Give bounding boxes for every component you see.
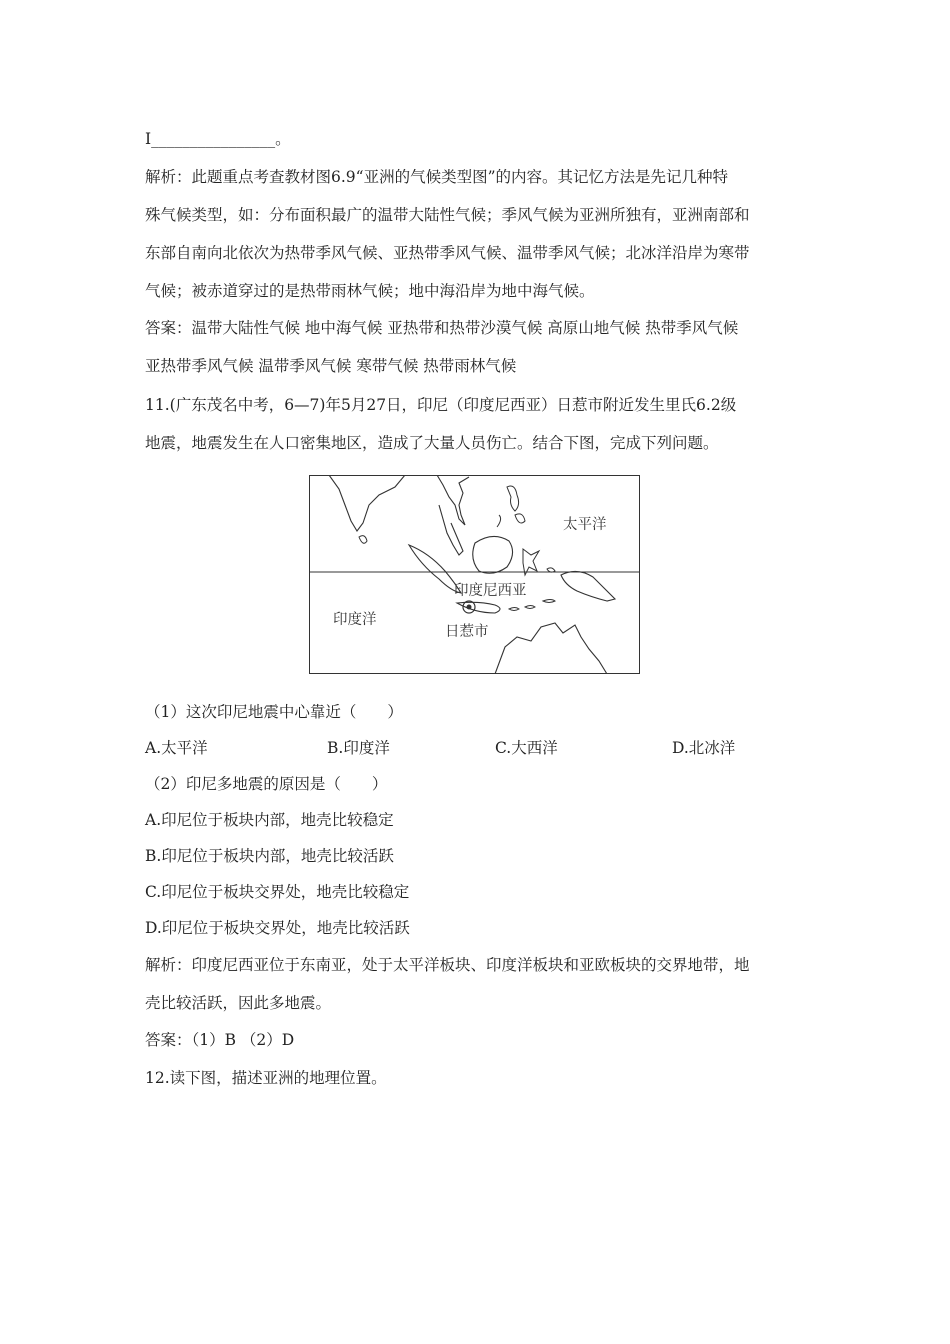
map-label-yogyakarta: 日惹市 bbox=[445, 624, 489, 640]
answer-line-11: 答案：（1）B （2）D bbox=[145, 1031, 295, 1049]
answer-line-1: 答案：温带大陆性气候 地中海气候 亚热带和热带沙漠气候 高原山地气候 热带季风气候 bbox=[145, 319, 739, 337]
australia-coast bbox=[495, 623, 607, 674]
option-1d: D.北冰洋 bbox=[672, 739, 736, 757]
question-12: 12.读下图，描述亚洲的地理位置。 bbox=[145, 1069, 387, 1087]
map-drawing bbox=[309, 475, 640, 674]
option-2d: D.印尼位于板块交界处，地壳比较活跃 bbox=[145, 919, 410, 937]
analysis-line-1: 解析：此题重点考查教材图6.9“亚洲的气候类型图”的内容。其记忆方法是先记几种特 bbox=[145, 168, 729, 186]
question-11-part-2: （2）印尼多地震的原因是（ ） bbox=[145, 775, 388, 793]
analysis-line-3: 东部自南向北依次为热带季风气候、亚热带季风气候、温带季风气候；北冰洋沿岸为寒带 bbox=[145, 244, 750, 262]
option-1b: B.印度洋 bbox=[327, 739, 390, 757]
explanation-line-2: 壳比较活跃，因此多地震。 bbox=[145, 994, 332, 1012]
question-11-line-1: 11.(广东茂名中考，6—7)年5月27日，印尼（印度尼西亚）日惹市附近发生里氏6.2级 bbox=[145, 396, 737, 414]
option-1c: C.大西洋 bbox=[495, 739, 558, 757]
analysis-line-4: 气候；被赤道穿过的是热带雨林气候；地中海沿岸为地中海气候。 bbox=[145, 282, 595, 300]
new-guinea-island bbox=[561, 571, 615, 601]
option-1a: A.太平洋 bbox=[145, 739, 208, 757]
option-2b: B.印尼位于板块内部，地壳比较活跃 bbox=[145, 847, 394, 865]
question-11-line-2: 地震，地震发生在人口密集地区，造成了大量人员伤亡。结合下图，完成下列问题。 bbox=[145, 434, 719, 452]
india-coast bbox=[329, 475, 405, 531]
question-11-part-1: （1）这次印尼地震中心靠近（ ） bbox=[145, 703, 403, 721]
map-label-pacific: 太平洋 bbox=[563, 517, 607, 533]
indochina-coast bbox=[437, 475, 469, 525]
indonesia-map bbox=[309, 475, 640, 674]
borneo-island bbox=[473, 536, 513, 573]
answer-blank-line: I________________。 bbox=[145, 130, 291, 148]
map-label-indonesia: 印度尼西亚 bbox=[454, 583, 527, 599]
answer-line-2: 亚热带季风气候 温带季风气候 寒带气候 热带雨林气候 bbox=[145, 357, 517, 375]
option-2c: C.印尼位于板块交界处，地壳比较稳定 bbox=[145, 883, 410, 901]
option-2a: A.印尼位于板块内部，地壳比较稳定 bbox=[145, 811, 394, 829]
map-label-indian-ocean: 印度洋 bbox=[333, 612, 377, 628]
analysis-line-2: 殊气候类型，如：分布面积最广的温带大陆性气候；季风气候为亚洲所独有，亚洲南部和 bbox=[145, 206, 750, 224]
explanation-line-1: 解析：印度尼西亚位于东南亚，处于太平洋板块、印度洋板块和亚欧板块的交界地带，地 bbox=[145, 956, 750, 974]
